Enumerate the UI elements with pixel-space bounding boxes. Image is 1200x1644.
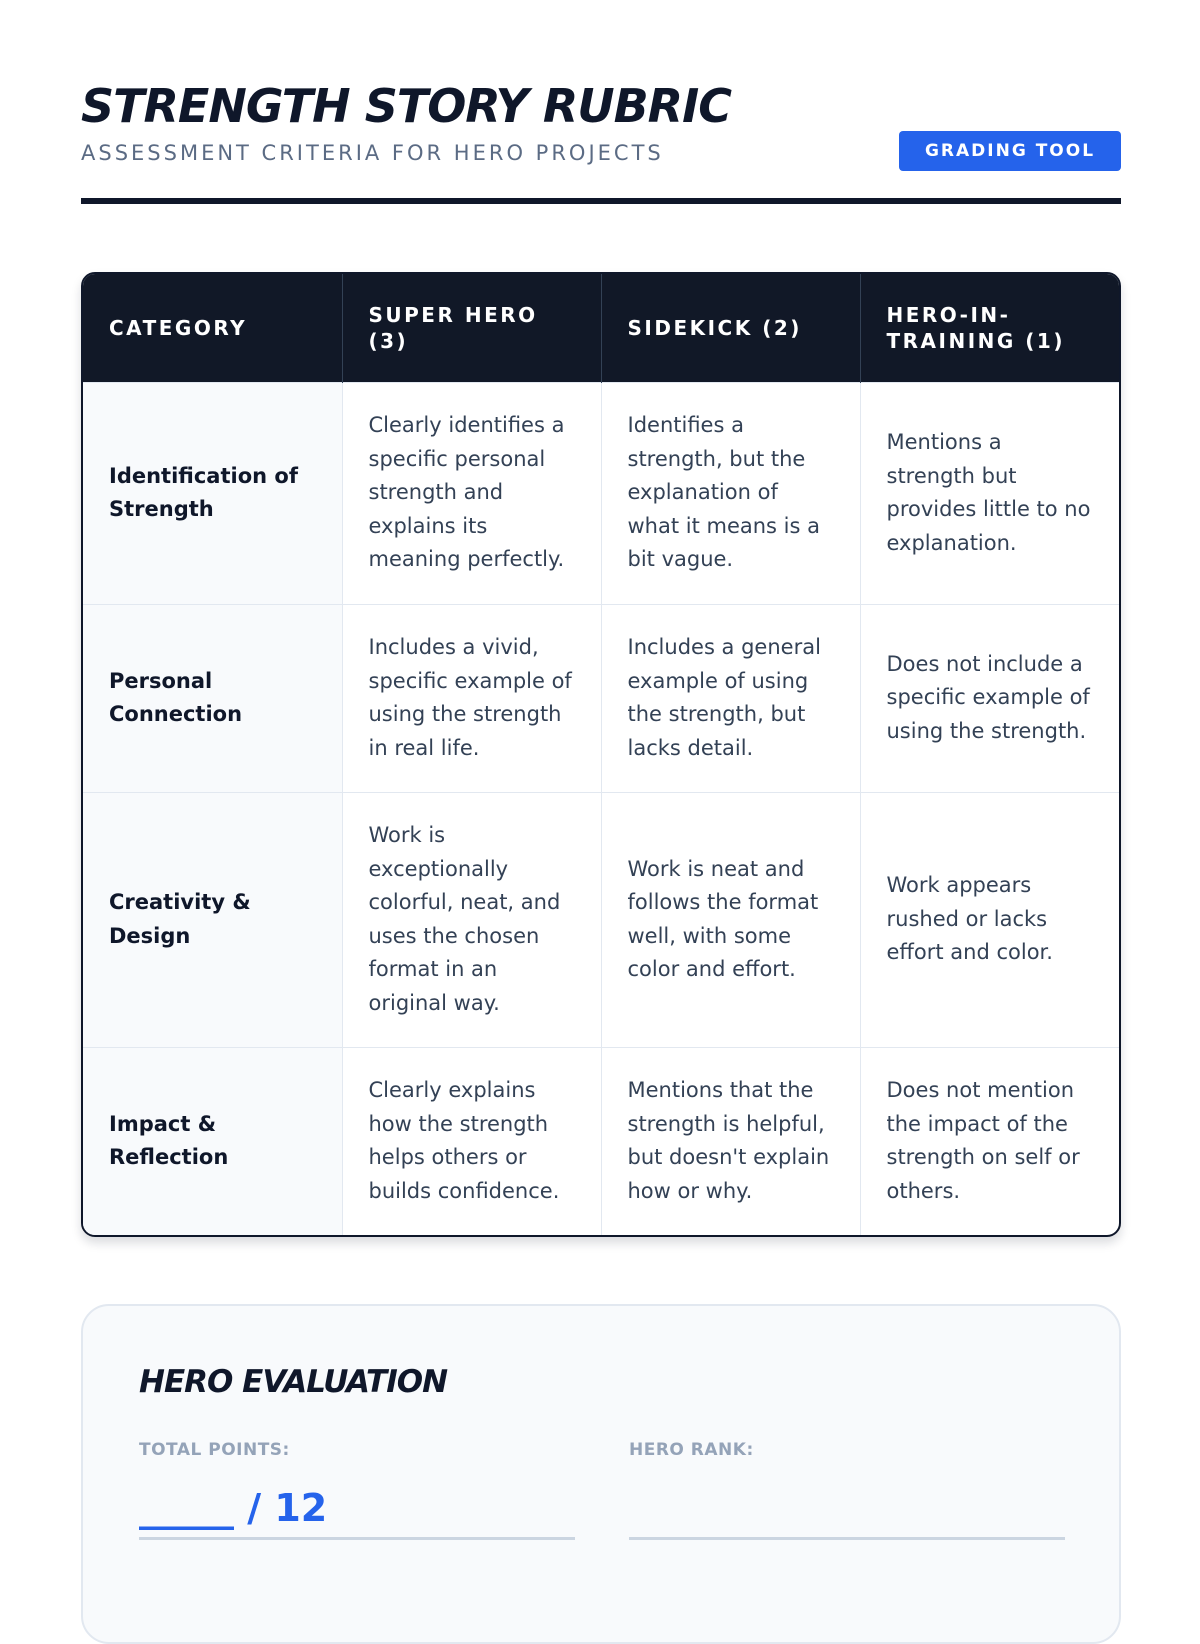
table-row bbox=[83, 382, 1119, 604]
category-cell: Personal Connection bbox=[83, 604, 342, 792]
sidekick-cell: Includes a general example of using the strength, but lacks detail. bbox=[601, 604, 860, 792]
hero-rank-label: HERO RANK: bbox=[629, 1440, 754, 1460]
total-points-line bbox=[139, 1537, 575, 1540]
rubric-header-row bbox=[83, 274, 1119, 382]
table-row bbox=[83, 1047, 1119, 1235]
sidekick-cell: Identifies a strength, but the explanation of what it means is a bit vague. bbox=[601, 382, 860, 604]
sidekick-cell: Mentions that the strength is helpful, but doesn't explain how or why. bbox=[601, 1047, 860, 1235]
header-hero-in-training: HERO-IN-TRAINING (1) bbox=[860, 274, 1119, 382]
super-hero-cell: Clearly explains how the strength helps others or builds confidence. bbox=[342, 1047, 601, 1235]
evaluation-title: HERO EVALUATION bbox=[139, 1364, 448, 1400]
header-sidekick: SIDEKICK (2) bbox=[601, 274, 860, 382]
super-hero-cell: Work is exceptionally colorful, neat, and uses the chosen format in an original way. bbox=[342, 792, 601, 1047]
table-row bbox=[83, 792, 1119, 1047]
rubric-table-card bbox=[81, 272, 1121, 1237]
page-subtitle: ASSESSMENT CRITERIA FOR HERO PROJECTS bbox=[81, 141, 664, 165]
hero-in-training-cell: Work appears rushed or lacks effort and color. bbox=[860, 792, 1119, 1047]
header-super-hero: SUPER HERO (3) bbox=[342, 274, 601, 382]
category-cell: Identification of Strength bbox=[83, 382, 342, 604]
total-points-value[interactable]: _____ / 12 bbox=[139, 1486, 328, 1530]
hero-in-training-cell: Does not mention the impact of the strength on self or others. bbox=[860, 1047, 1119, 1235]
super-hero-cell: Includes a vivid, specific example of using the strength in real life. bbox=[342, 604, 601, 792]
category-cell: Creativity & Design bbox=[83, 792, 342, 1047]
hero-rank-field[interactable] bbox=[629, 1537, 1065, 1540]
total-points-label: TOTAL POINTS: bbox=[139, 1440, 290, 1460]
category-cell: Impact & Reflection bbox=[83, 1047, 342, 1235]
header-category: CATEGORY bbox=[83, 274, 342, 382]
hero-in-training-cell: Mentions a strength but provides little to no explanation. bbox=[860, 382, 1119, 604]
grading-tool-badge: GRADING TOOL bbox=[899, 131, 1121, 171]
table-row bbox=[83, 604, 1119, 792]
page-header bbox=[81, 78, 1121, 204]
rubric-table bbox=[83, 274, 1119, 1235]
hero-in-training-cell: Does not include a specific example of using the strength. bbox=[860, 604, 1119, 792]
super-hero-cell: Clearly identifies a specific personal strength and explains its meaning perfectly. bbox=[342, 382, 601, 604]
page-title: STRENGTH STORY RUBRIC bbox=[81, 79, 731, 133]
sidekick-cell: Work is neat and follows the format well, with some color and effort. bbox=[601, 792, 860, 1047]
hero-evaluation-panel bbox=[81, 1304, 1121, 1644]
